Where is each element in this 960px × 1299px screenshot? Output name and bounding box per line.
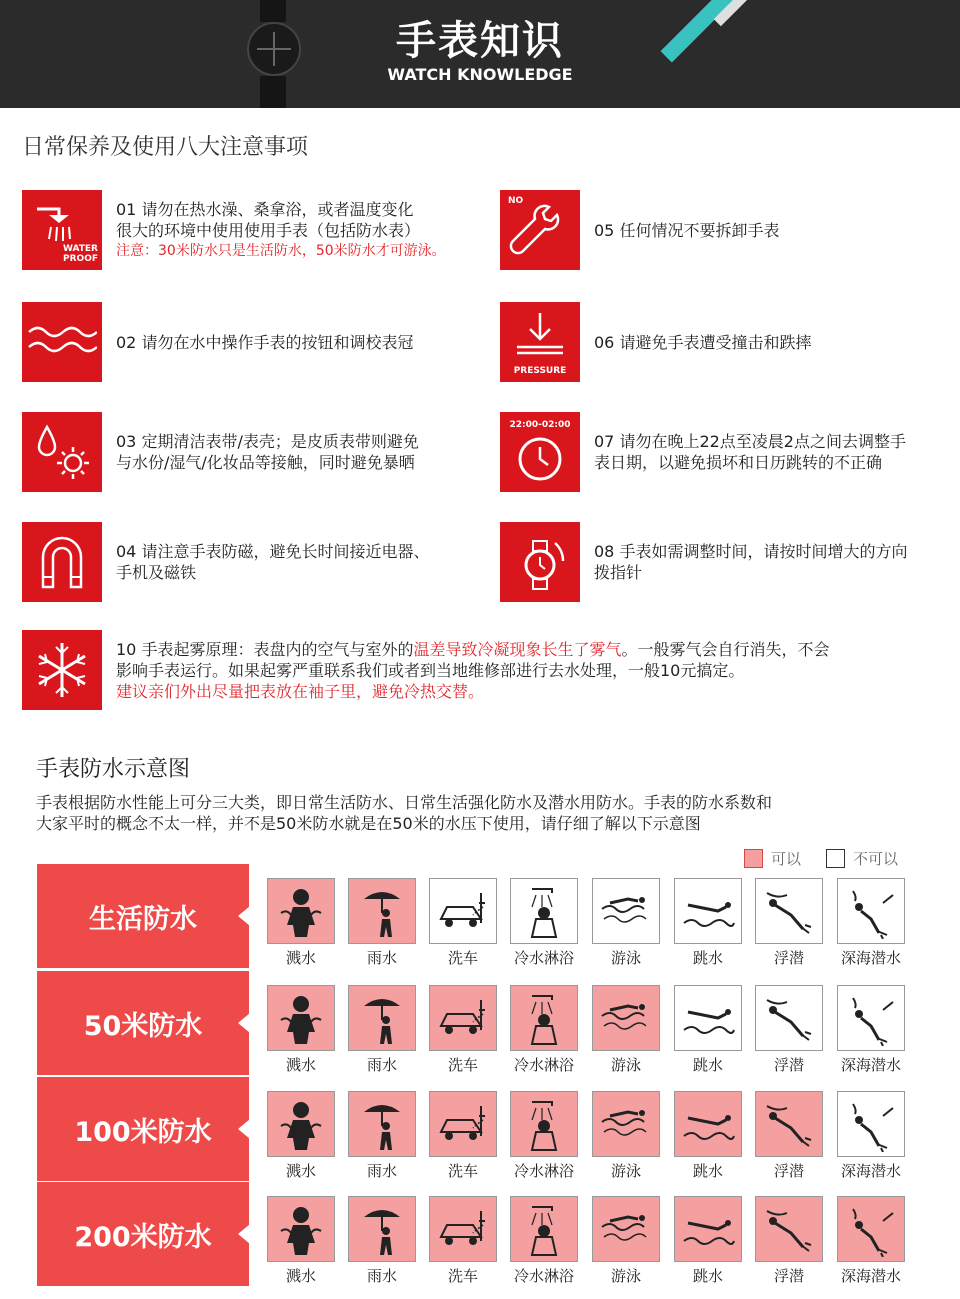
header-subtitle: WATCH KNOWLEDGE [387,65,573,84]
activity-cell [755,1091,823,1181]
activity-cell [348,1196,416,1286]
tip-text: 手机及磁铁 [116,563,197,582]
activity-caption: 冷水淋浴 [513,1056,574,1074]
activity-illustration [592,985,660,1051]
pressure-arrow-icon [500,302,580,382]
activity-illustration [592,1196,660,1262]
activity-cell [429,1196,497,1286]
activity-cell [510,878,578,968]
activity-illustration [267,878,335,944]
activity-illustration [429,985,497,1051]
activity-illustration [510,1091,578,1157]
tip-02 [22,302,413,382]
activity-caption: 洗车 [447,1056,478,1074]
waterproof-level-row [37,971,937,1075]
activity-cell [674,985,742,1075]
activity-illustration [674,1196,742,1262]
activity-caption: 洗车 [447,949,478,967]
tip-text: 很大的环境中使用使用手表（包括防水表） [116,220,421,240]
intro-line: 手表根据防水性能上可分三大类，即日常生活防水、日常生活强化防水及潜水用防水。手表的防水系数和 [36,793,773,812]
activity-cell [429,1091,497,1181]
watch-icon [247,22,301,76]
tip-text: 07 请勿在晚上22点至凌晨2点之间去调整手 [594,432,906,451]
icon-tag: NO [508,196,524,206]
activity-caption: 冷水淋浴 [513,1267,574,1285]
activity-illustration [837,1196,905,1262]
activity-caption: 浮潜 [773,1267,804,1285]
activity-illustration [267,1091,335,1157]
tip-07 [500,412,906,492]
tip-highlight: 温差导致冷凝现象长生了雾气 [413,639,622,659]
activity-caption: 浮潜 [773,1056,804,1074]
activity-caption: 溅水 [285,1056,316,1074]
watch-strap-bottom [260,76,286,108]
section-title-care: 日常保养及使用八大注意事项 [22,135,309,160]
activity-cell [348,985,416,1075]
level-label: 200米防水 [37,1182,249,1286]
activity-cell [592,1196,660,1286]
activity-illustration [755,878,823,944]
activity-cell [755,878,823,968]
tip-text: 04 请注意手表防磁，避免长时间接近电器、 [116,542,430,561]
tip-text: 拨指针 [594,563,643,582]
intro-line: 大家平时的概念不太一样，并不是50米防水就是在50米的水压下使用，请仔细了解以下示意图 [36,814,701,833]
activity-caption: 跳水 [692,1267,723,1285]
activity-illustration [510,1196,578,1262]
activity-cell [267,985,335,1075]
waterproof-level-row [37,1077,937,1181]
snowflake-icon [22,630,102,710]
activity-illustration [837,878,905,944]
activity-cell [267,878,335,968]
tip-text: 10 手表起雾原理：表盘内的空气与室外的 [116,639,414,659]
activity-illustration [348,985,416,1051]
activity-cell [348,878,416,968]
activity-caption: 洗车 [447,1162,478,1180]
activity-illustration [755,1196,823,1262]
icon-tag: 22:00-02:00 [509,420,571,430]
tip-10 [22,630,946,710]
tip-text: 02 请勿在水中操作手表的按钮和调校表冠 [116,332,414,352]
wrench-icon [500,190,580,270]
activity-illustration [674,1091,742,1157]
icon-tag: PRESSURE [513,366,567,376]
activity-caption: 游泳 [610,949,641,967]
tip-04 [22,522,429,602]
tip-text: 。一般雾气会自行消失，不会 [621,639,830,659]
legend-yes-label: 可以 [771,850,802,868]
activity-caption: 游泳 [610,1162,641,1180]
activity-caption: 溅水 [285,949,316,967]
activity-cell [510,985,578,1075]
activity-cell [837,1196,905,1286]
clock-icon [500,412,580,492]
activity-illustration [837,985,905,1051]
tip-06 [500,302,811,382]
activity-caption: 雨水 [366,1162,397,1180]
tip-05 [500,190,779,270]
activity-caption: 溅水 [285,1267,316,1285]
activity-illustration [674,985,742,1051]
tip-text: 06 请避免手表遭受撞击和跌摔 [594,332,812,352]
level-label: 50米防水 [37,971,249,1075]
tip-text: 05 任何情况不要拆卸手表 [594,220,780,240]
tip-text: 01 请勿在热水澡、桑拿浴，或者温度变化 [116,199,414,219]
activity-illustration [429,1196,497,1262]
tip-08 [500,522,907,602]
activity-caption: 冷水淋浴 [513,1162,574,1180]
activity-caption: 洗车 [447,1267,478,1285]
activity-cell [592,1091,660,1181]
activity-caption: 游泳 [610,1056,641,1074]
tip-03 [22,412,419,492]
activity-illustration [348,878,416,944]
activity-illustration [348,1091,416,1157]
activity-cell [674,1091,742,1181]
activity-caption: 浮潜 [773,949,804,967]
watch-rotate-icon [500,522,580,602]
activity-illustration [755,985,823,1051]
intro-text [36,792,916,834]
activity-cell [755,985,823,1075]
activity-cell [592,985,660,1075]
activity-cell [592,878,660,968]
waterproof-level-row [37,864,937,968]
activity-cell [837,1091,905,1181]
activity-cell [755,1196,823,1286]
tip-note: 建议亲们外出尽量把表放在袖子里，避免冷热交替。 [116,681,485,701]
activity-caption: 溅水 [285,1162,316,1180]
tip-01 [22,190,446,270]
activity-cell [510,1091,578,1181]
activity-caption: 雨水 [366,1267,397,1285]
activity-cell [348,1091,416,1181]
tip-text: 表日期，以避免损坏和日历跳转的不正确 [594,453,883,472]
activity-illustration [837,1091,905,1157]
activity-cell [267,1091,335,1181]
level-label: 生活防水 [37,864,249,968]
activity-cell [837,878,905,968]
icon-tag: WATER PROOF [62,244,98,264]
activity-caption: 跳水 [692,1056,723,1074]
tip-text: 03 定期清洁表带/表壳；是皮质表带则避免 [116,432,419,451]
drop-sun-icon [22,412,102,492]
activity-caption: 跳水 [692,1162,723,1180]
activity-cell [267,1196,335,1286]
header-title: 手表知识 [396,18,564,64]
shower-waterproof-icon [22,190,102,270]
activity-caption: 深海潜水 [840,1162,901,1180]
activity-caption: 游泳 [610,1267,641,1285]
magnet-icon [22,522,102,602]
activity-illustration [510,878,578,944]
tip-text: 08 手表如需调整时间，请按时间增大的方向 [594,542,908,561]
tip-text: 与水份/湿气/化妆品等接触，同时避免暴晒 [116,453,415,472]
header-banner [0,0,960,108]
activity-caption: 跳水 [692,949,723,967]
activity-illustration [592,878,660,944]
activity-cell [674,1196,742,1286]
tip-text: 影响手表运行。如果起雾严重联系我们或者到当地维修部进行去水处理，一般10元搞定。 [116,660,745,680]
activity-illustration [348,1196,416,1262]
activity-illustration [592,1091,660,1157]
activity-illustration [267,985,335,1051]
activity-illustration [429,1091,497,1157]
activity-caption: 深海潜水 [840,949,901,967]
activity-illustration [755,1091,823,1157]
activity-caption: 浮潜 [773,1162,804,1180]
activity-caption: 深海潜水 [840,1056,901,1074]
activity-cell [674,878,742,968]
section-title-waterproof: 手表防水示意图 [36,757,191,782]
activity-cell [510,1196,578,1286]
level-label: 100米防水 [37,1077,249,1181]
activity-caption: 冷水淋浴 [513,949,574,967]
waterproof-level-row [37,1182,937,1286]
water-waves-icon [22,302,102,382]
activity-illustration [429,878,497,944]
legend-no-label: 不可以 [853,850,899,868]
activity-illustration [674,878,742,944]
activity-caption: 雨水 [366,949,397,967]
activity-cell [429,985,497,1075]
tip-note: 注意：30米防水只是生活防水，50米防水才可游泳。 [116,242,446,259]
watch-strap-top [260,0,286,22]
activity-caption: 雨水 [366,1056,397,1074]
activity-illustration [267,1196,335,1262]
activity-caption: 深海潜水 [840,1267,901,1285]
activity-cell [429,878,497,968]
activity-illustration [510,985,578,1051]
activity-cell [837,985,905,1075]
